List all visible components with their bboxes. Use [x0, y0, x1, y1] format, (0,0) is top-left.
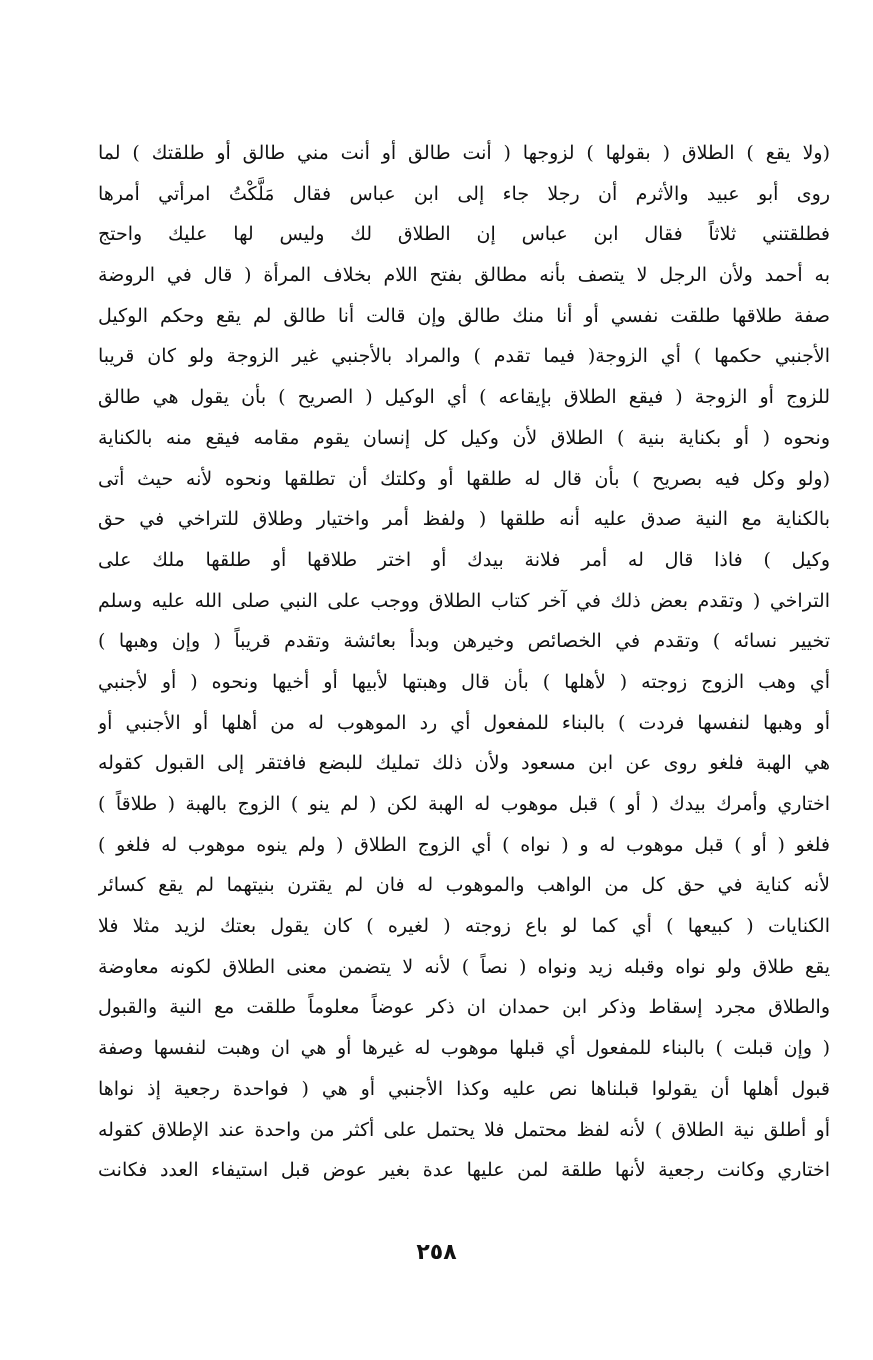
text-line: ( وإن قبلت ) بالبناء للمفعول أي قبلها موهوب له غيرها أو هي ان وهبت لنفسها وصفة [98, 1037, 830, 1060]
text-line: صفة طلاقها طلقت نفسي أو أنا منك طالق وإن قالت أنا طالق لم يقع وحكم الوكيل [98, 304, 830, 327]
text-line: هي الهبة فلغو روى عن ابن مسعود ولأن ذلك تمليك للبضع فافتقر إلى القبول كقوله [98, 752, 830, 775]
body-text [98, 133, 830, 1191]
text-line: للزوج أو الزوجة ( فيقع الطلاق بإيقاعه ) أي الوكيل ( الصريح ) بأن يقول هي طالق [98, 386, 830, 409]
page-number: ٢٥٨ [416, 1240, 457, 1265]
text-line: فطلقتني ثلاثاً فقال ابن عباس إن الطلاق لك وليس لها عليك واحتج [98, 223, 830, 246]
text-line: وكيل ) فاذا قال له أمر فلانة بيدك أو اختر طلاقها أو طلقها ملك على [98, 548, 830, 571]
text-line: (ولا يقع ) الطلاق ( بقولها ) لزوجها ( أنت طالق أو أنت مني طالق أو طلقتك ) لما [98, 142, 830, 164]
text-line: لأنه كناية في حق كل من الواهب والموهوب له فان لم يقترن بنيتهما لم يقع كسائر [98, 874, 830, 897]
text-line: تخيير نسائه ) وتقدم في الخصائص وخيرهن وبدأ بعائشة وتقدم قريباً ( وإن وهبها ) [98, 630, 830, 653]
text-line: (ولو وكل فيه بصريح ) بأن قال له طلقها أو وكلتك أن تطلقها ونحوه لأنه حيث أتى [98, 467, 830, 490]
text-line: يقع طلاق ولو نواه وقبله زيد ونواه ( نصاً ) لأنه لا يتضمن معنى الطلاق لكونه معاوضة [98, 955, 830, 978]
text-line: أو وهبها لنفسها فردت ) بالبناء للمفعول أي رد الموهوب له من أهلها أو الأجنبي أو [98, 711, 830, 734]
text-line: ونحوه ( أو بكناية بنية ) الطلاق لأن وكيل كل إنسان يقوم مقامه فيقع منه بالكناية [98, 426, 830, 449]
text-line: اختاري وأمرك بيدك ( أو ) قبل موهوب له الهبة لكن ( لم ينو ) الزوج بالهبة ( طلاقاً ) [98, 793, 830, 815]
text-line: أي وهب الزوج زوجته ( لأهلها ) بأن قال وهبتها لأبيها أو أخيها ونحوه ( أو لأجنبي [98, 670, 830, 693]
text-line: والطلاق مجرد إسقاط وذكر ابن حمدان ان ذكر عوضاً معلوماً طلقت مع النية والقبول [98, 996, 830, 1019]
text-line: به أحمد ولأن الرجل لا يتصف بأنه مطالق بفتح اللام بخلاف المرأة ( قال في الروضة [98, 264, 830, 287]
text-line: الأجنبي حكمها ) أي الزوجة( فيما تقدم ) والمراد بالأجنبي غير الزوجة ولو كان قريبا [98, 345, 830, 368]
text-line: بالكناية مع النية صدق عليه أنه طلقها ( ولفظ أمر واختيار وطلاق للتراخي في حق [98, 508, 830, 531]
text-line: الكنايات ( كبيعها ) أي كما لو باع زوجته ( لغيره ) كان يقول بعتك لزيد مثلا فلا [98, 915, 830, 938]
text-line: قبول أهلها أن يقولوا قبلناها نص عليه وكذا الأجنبي أو هي ( فواحدة رجعية إذ نواها [98, 1077, 830, 1100]
text-line: التراخي ( وتقدم بعض ذلك في آخر كتاب الطلاق ووجب على النبي صلى الله عليه وسلم [98, 589, 830, 612]
text-line: فلغو ( أو ) قبل موهوب له و ( نواه ) أي الزوج الطلاق ( ولم ينوه موهوب له فلغو ) [98, 833, 830, 856]
text-line: أو أطلق نية الطلاق ) لأنه لفظ محتمل فلا يحتمل على أكثر من واحدة عند الإطلاق كقوله [98, 1118, 830, 1141]
text-line: اختاري وكانت رجعية لأنها طلقة لمن عليها عدة بغير عوض قبل استيفاء العدد فكانت [98, 1159, 830, 1182]
text-line: روى أبو عبيد والأثرم أن رجلا جاء إلى ابن عباس فقال مَلَّكْتُ امرأتي أمرها [98, 182, 830, 205]
